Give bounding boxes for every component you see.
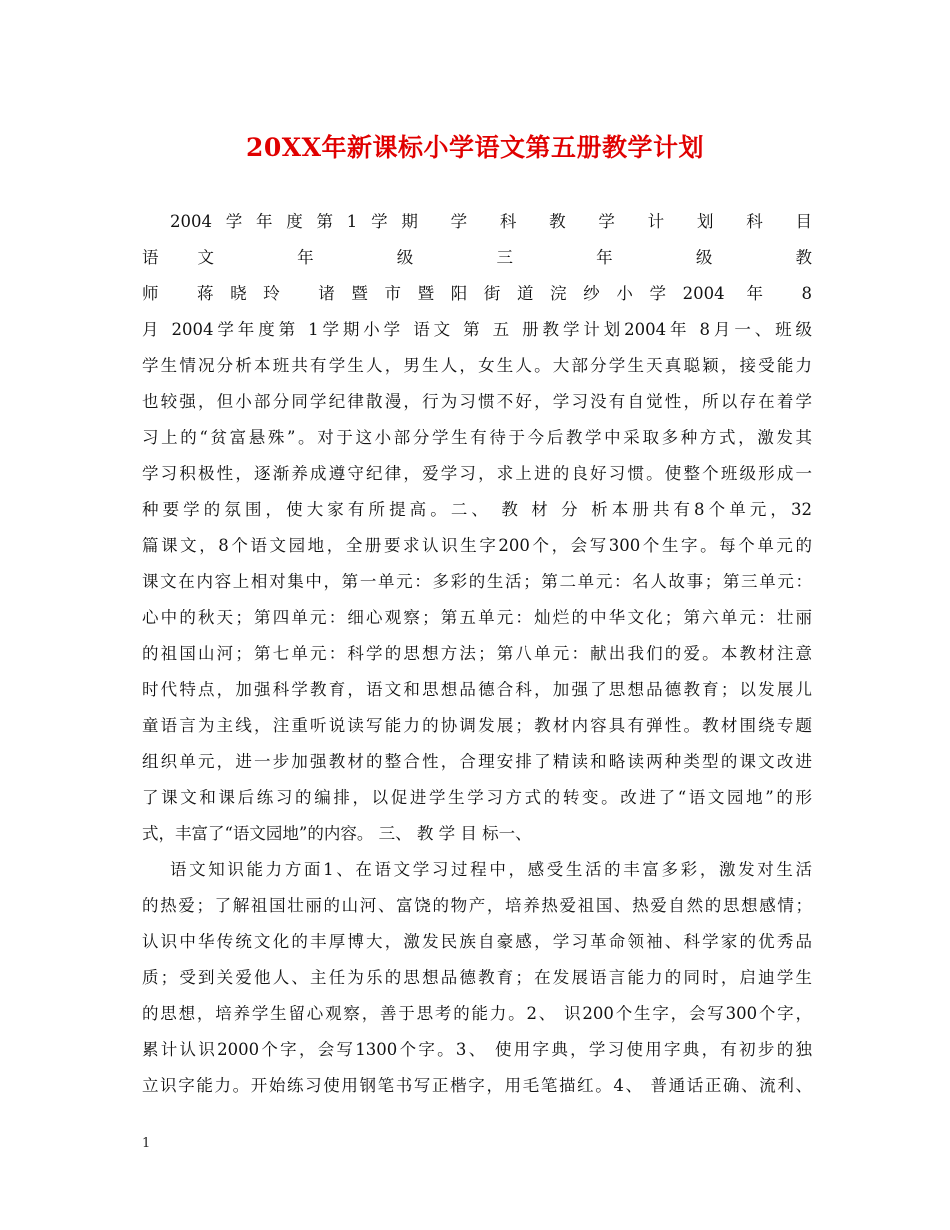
- page-number: 1: [142, 1136, 151, 1151]
- body-line: 种要学的氛围，使大家有所提高。二、 教 材 分 析本册共有8个单元，32: [142, 500, 812, 519]
- body-line: 立识字能力。开始练习使用钢笔书写正楷字，用毛笔描红。4、 普通话正确、流利、: [142, 1076, 812, 1095]
- document-title: 20XX年新课标小学语文第五册教学计划: [245, 133, 705, 162]
- body-line: 师 蒋晓玲 诸暨市暨阳街道浣纱小学2004 年 8: [142, 284, 812, 303]
- body-line: 语文 年 级 三 年 级 教: [142, 248, 812, 267]
- body-line: 月 2004学年度第 1学期小学 语文 第 五 册教学计划2004年 8月一、班级: [142, 320, 812, 339]
- body-line: 时代特点，加强科学教育，语文和思想品德合科，加强了思想品德教育；以发展儿: [142, 680, 812, 699]
- document-body: [142, 204, 812, 1104]
- body-line: 的热爱；了解祖国壮丽的山河、富饶的物产，培养热爱祖国、热爱自然的思想感情；: [142, 896, 812, 915]
- body-line: 语文知识能力方面1、在语文学习过程中，感受生活的丰富多彩，激发对生活: [170, 860, 812, 879]
- body-line: 童语言为主线，注重听说读写能力的协调发展；教材内容具有弹性。教材围绕专题: [142, 716, 812, 735]
- body-line: 质；受到关爱他人、主任为乐的思想品德教育；在发展语言能力的同时，启迪学生: [142, 968, 812, 987]
- body-line: 累计认识2000个字，会写1300个字。3、 使用字典，学习使用字典，有初步的独: [142, 1040, 812, 1059]
- body-line: 的祖国山河；第七单元：科学的思想方法；第八单元：献出我们的爱。本教材注意: [142, 644, 812, 663]
- body-line: 学习积极性，逐渐养成遵守纪律，爱学习，求上进的良好习惯。使整个班级形成一: [142, 464, 812, 483]
- body-line: 课文在内容上相对集中，第一单元：多彩的生活；第二单元：名人故事；第三单元：: [142, 572, 812, 591]
- body-line: 认识中华传统文化的丰厚博大，激发民族自豪感，学习革命领袖、科学家的优秀品: [142, 932, 812, 951]
- body-line: 2004学年度第1学期 学 科 教 学 计 划 科 目: [170, 212, 812, 231]
- body-line: 了课文和课后练习的编排，以促进学生学习方式的转变。改进了“语文园地”的形: [142, 788, 812, 807]
- body-line: 学生情况分析本班共有学生人，男生人，女生人。大部分学生天真聪颖，接受能力: [142, 356, 812, 375]
- body-line: 式，丰富了“语文园地”的内容。 三、 教 学 目 标一、: [142, 824, 532, 843]
- body-line: 篇课文，8个语文园地，全册要求认识生字200个，会写300个生字。每个单元的: [142, 536, 812, 555]
- body-line: 的思想，培养学生留心观察，善于思考的能力。2、 识200个生字，会写300个字，: [142, 1004, 812, 1023]
- body-line: 组织单元，进一步加强教材的整合性，合理安排了精读和略读两种类型的课文改进: [142, 752, 812, 771]
- body-line: 习上的“贫富悬殊”。对于这小部分学生有待于今后教学中采取多种方式，激发其: [142, 428, 812, 447]
- body-line: 心中的秋天；第四单元：细心观察；第五单元：灿烂的中华文化；第六单元：壮丽: [142, 608, 812, 627]
- body-line: 也较强，但小部分同学纪律散漫，行为习惯不好，学习没有自觉性，所以存在着学: [142, 392, 812, 411]
